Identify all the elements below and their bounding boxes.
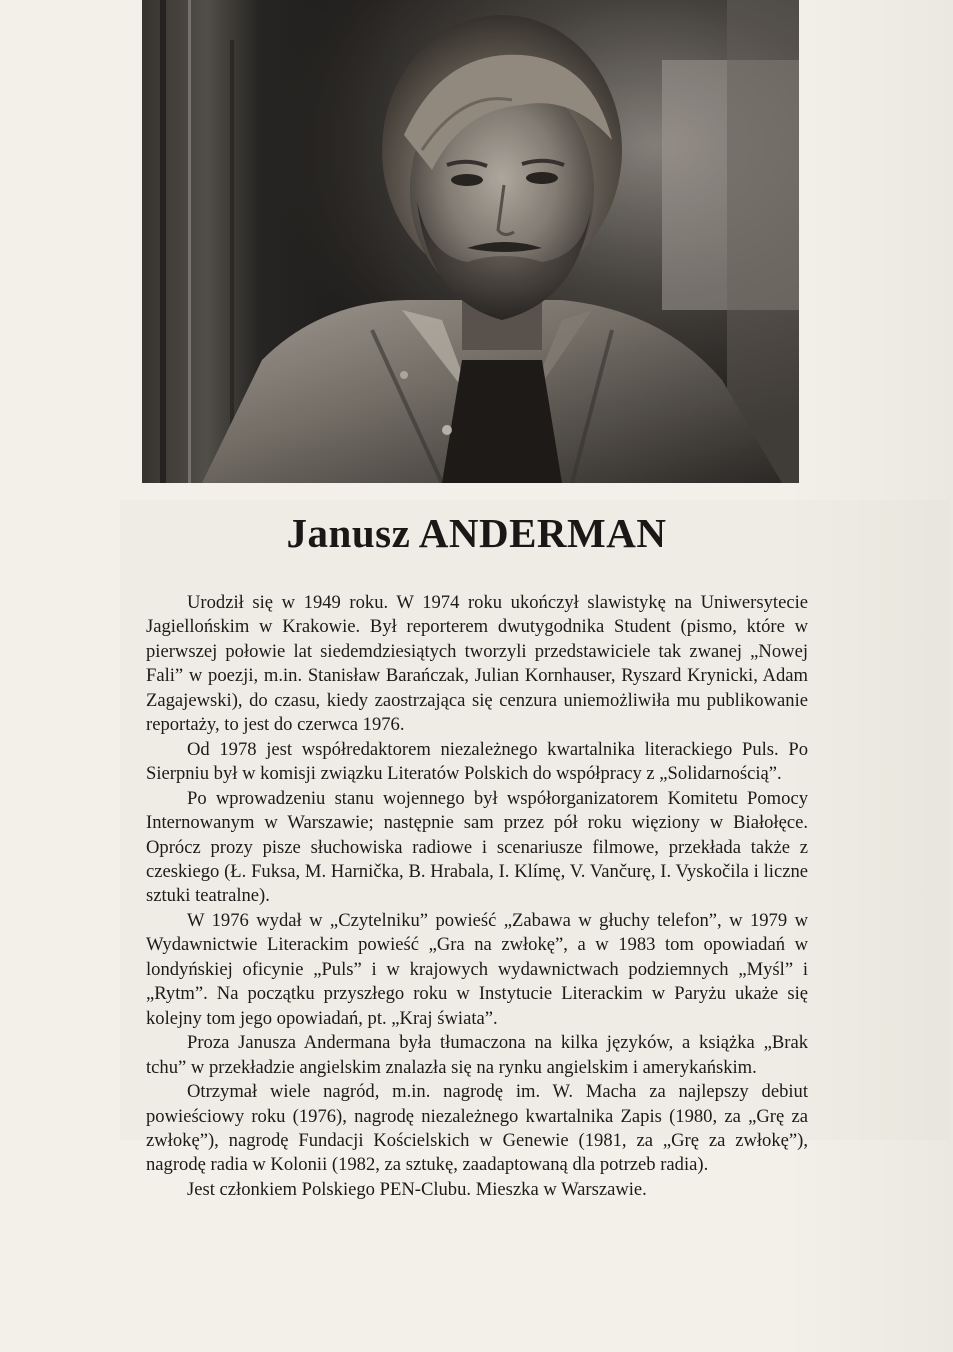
bio-paragraph: W 1976 wydał w „Czytelniku” powieść „Zabawa w głuchy telefon”, w 1979 w Wydawnictwie Literackim powieść „Gra na zwłokę”, a w 1983 tom opowiadań w londyńskiej oficynie „Puls” i w krajowych wydawnictwach podziemnych „Myśl” i „Rytm”. Na początku przyszłego roku w Instytucie Literackim w Paryżu ukaże się kolejny tom jego opowiadań, pt. „Kraj świata”. (146, 909, 808, 1029)
author-portrait (142, 0, 799, 483)
bio-paragraph: Jest członkiem Polskiego PEN-Clubu. Mieszka w Warszawie. (187, 1178, 647, 1200)
biography-text (146, 591, 808, 1202)
author-name-heading: Janusz ANDERMAN (286, 510, 667, 556)
bio-paragraph: Urodził się w 1949 roku. W 1974 roku ukończył slawistykę na Uniwersytecie Jagiellońskim w Krakowie. Był reporterem dwutygodnika Student (pismo, które w pierwszej połowie lat siedemdziesiątych tworzyli przedstawiciele tak zwanej „Nowej Fali” w poezji, m.in. Stanisław Barańczak, Julian Kornhauser, Ryszard Krynicki, Adam Zagajewski), do czasu, kiedy zaostrzająca się cenzura uniemożliwiła mu publikowanie reportaży, to jest do czerwca 1976. (146, 592, 808, 736)
bio-paragraph: Proza Janusza Andermana była tłumaczona na kilka języków, a książka „Brak tchu” w przekładzie angielskim znalazła się na rynku angielskim i amerykańskim. (146, 1032, 808, 1078)
portrait-photo (142, 0, 799, 483)
bio-paragraph: Od 1978 jest współredaktorem niezależnego kwartalnika literackiego Puls. Po Sierpniu był w komisji związku Literatów Polskich do współpracy z „Solidarnością”. (146, 738, 808, 785)
bio-paragraph: Po wprowadzeniu stanu wojennego był współorganizatorem Komitetu Pomocy Internowanym w Warszawie; następnie sam przez pół roku więziony w Białołęce. Oprócz prozy pisze słuchowiska radiowe i scenariusze filmowe, przekłada także z czeskiego (Ł. Fuksa, M. Harnička, B. Hrabala, I. Klímę, V. Vančurę, I. Vyskočila i liczne sztuki teatralne). (146, 787, 808, 907)
bio-paragraph: Otrzymał wiele nagród, m.in. nagrodę im. W. Macha za najlepszy debiut powieściowy roku (1976), nagrodę niezależnego kwartalnika Zapis (1980, za „Grę za zwłokę”), nagrodę Fundacji Kościelskich w Genewie (1981, za „Grę za zwłokę”), nagrodę radia w Kolonii (1982, za sztukę, zaadaptowaną dla potrzeb radia). (146, 1081, 808, 1176)
